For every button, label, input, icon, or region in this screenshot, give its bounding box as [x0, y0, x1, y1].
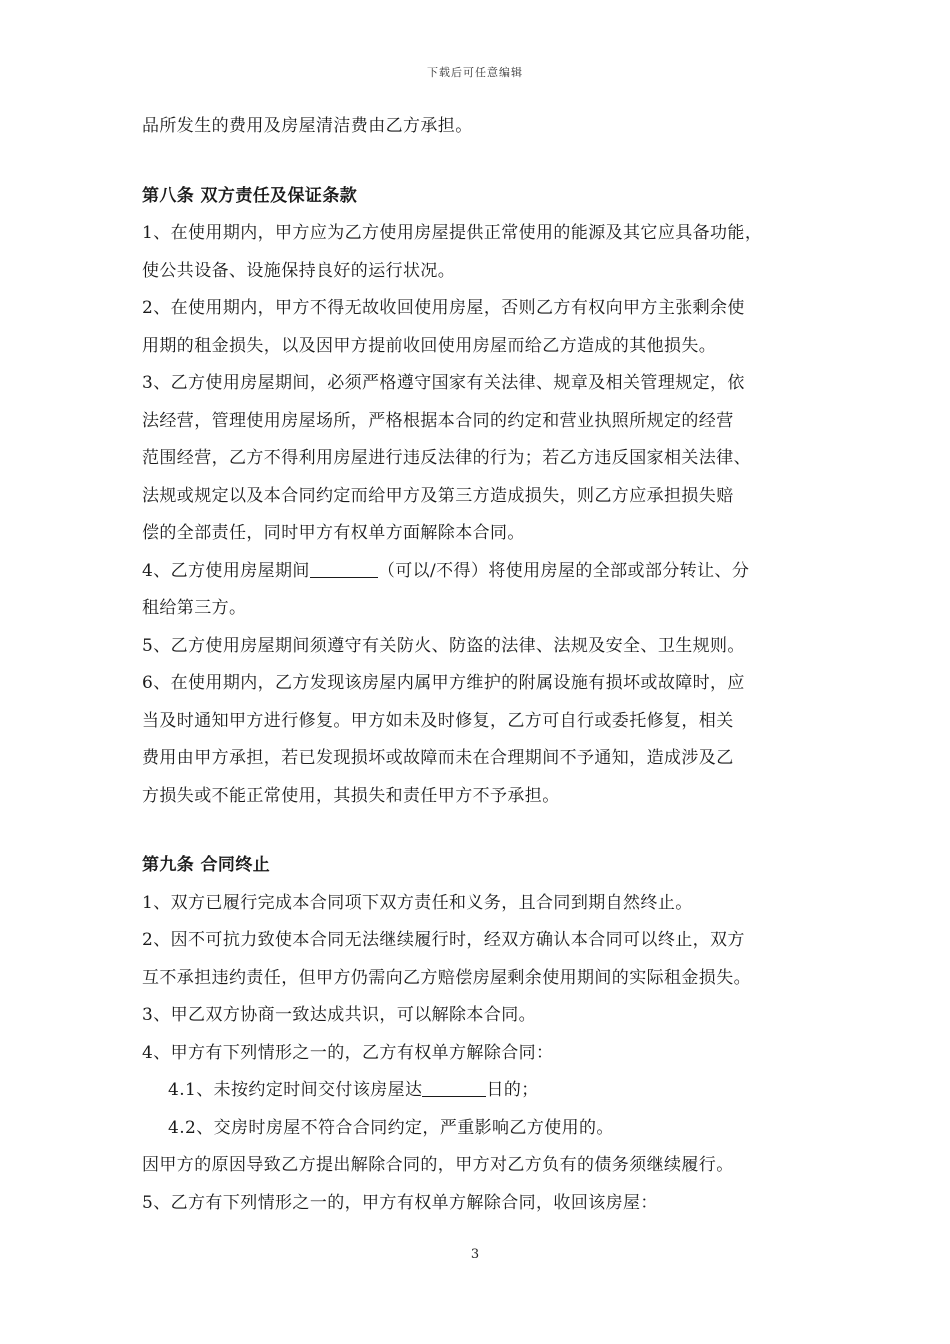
paragraph-line: 法规或规定以及本合同约定而给甲方及第三方造成损失，则乙方应承担损失赔 [142, 485, 734, 506]
paragraph-line: 范围经营，乙方不得利用房屋进行违反法律的行为；若乙方违反国家相关法律、 [142, 448, 751, 468]
paragraph-line: 用期的租金损失，以及因甲方提前收回使用房屋而给乙方造成的其他损失。 [142, 335, 717, 356]
paragraph-line-with-blank [142, 1072, 822, 1110]
line-text: 日的； [486, 1080, 539, 1100]
section-heading-article-9: 第九条 合同终止 [142, 855, 271, 875]
paragraph-line: 6、在使用期内，乙方发现该房屋内属甲方维护的附属设施有损坏或故障时，应 [142, 673, 745, 693]
paragraph-line: 1、双方已履行完成本合同项下双方责任和义务，且合同到期自然终止。 [142, 892, 693, 913]
paragraph-line: 互不承担违约责任，但甲方仍需向乙方赔偿房屋剩余使用期间的实际租金损失。 [142, 967, 751, 988]
paragraph-line: 5、乙方使用房屋期间须遵守有关防火、防盗的法律、法规及安全、卫生规则。 [142, 635, 745, 656]
section-gap [142, 815, 822, 847]
paragraph-line: 使公共设备、设施保持良好的运行状况。 [142, 260, 456, 281]
paragraph-line: 方损失或不能正常使用，其损失和责任甲方不予承担。 [142, 785, 560, 806]
line-text: 4.1、未按约定时间交付该房屋达 [168, 1080, 423, 1100]
paragraph-line: 当及时通知甲方进行修复。甲方如未及时修复，乙方可自行或委托修复，相关 [142, 710, 734, 731]
paragraph-line: 1、在使用期内，甲方应为乙方使用房屋提供正常使用的能源及其它应具备功能， [142, 223, 763, 243]
section-gap [142, 146, 822, 178]
paragraph-line: 2、在使用期内，甲方不得无故收回使用房屋，否则乙方有权向甲方主张剩余使 [142, 298, 745, 318]
paragraph-line: 费用由甲方承担，若已发现损坏或故障而未在合理期间不予通知，造成涉及乙 [142, 748, 734, 768]
paragraph-line-with-blank [142, 553, 822, 591]
page-header: 下载后可任意编辑 [427, 66, 523, 79]
paragraph-line: 法经营，管理使用房屋场所，严格根据本合同的约定和营业执照所规定的经营 [142, 410, 734, 431]
paragraph-line: 2、因不可抗力致使本合同无法继续履行时，经双方确认本合同可以终止，双方 [142, 930, 745, 950]
line-text: （可以/不得）将使用房屋的全部或部分转让、分 [377, 560, 750, 581]
paragraph-line: 3、甲乙双方协商一致达成共识，可以解除本合同。 [142, 1005, 537, 1025]
paragraph-line: 5、乙方有下列情形之一的，甲方有权单方解除合同，收回该房屋： [142, 1192, 658, 1213]
paragraph-line: 偿的全部责任，同时甲方有权单方面解除本合同。 [142, 523, 525, 543]
paragraph-line: 3、乙方使用房屋期间，必须严格遵守国家有关法律、规章及相关管理规定，依 [142, 373, 745, 393]
paragraph-line: 4、甲方有下列情形之一的，乙方有权单方解除合同： [142, 1042, 554, 1063]
paragraph-line: 品所发生的费用及房屋清洁费由乙方承担。 [142, 116, 473, 136]
fill-in-blank[interactable] [422, 1078, 486, 1097]
document-body [142, 108, 822, 1222]
paragraph-line: 租给第三方。 [142, 598, 247, 618]
page-number: 3 [470, 1247, 480, 1262]
fill-in-blank[interactable] [310, 559, 378, 578]
line-text: 4、乙方使用房屋期间 [142, 560, 310, 581]
section-heading-article-8: 第八条 双方责任及保证条款 [142, 185, 358, 206]
paragraph-line: 因甲方的原因导致乙方提出解除合同的，甲方对乙方负有的债务须继续履行。 [142, 1155, 734, 1175]
paragraph-line: 4.2、交房时房屋不符合合同约定，严重影响乙方使用的。 [168, 1117, 614, 1138]
